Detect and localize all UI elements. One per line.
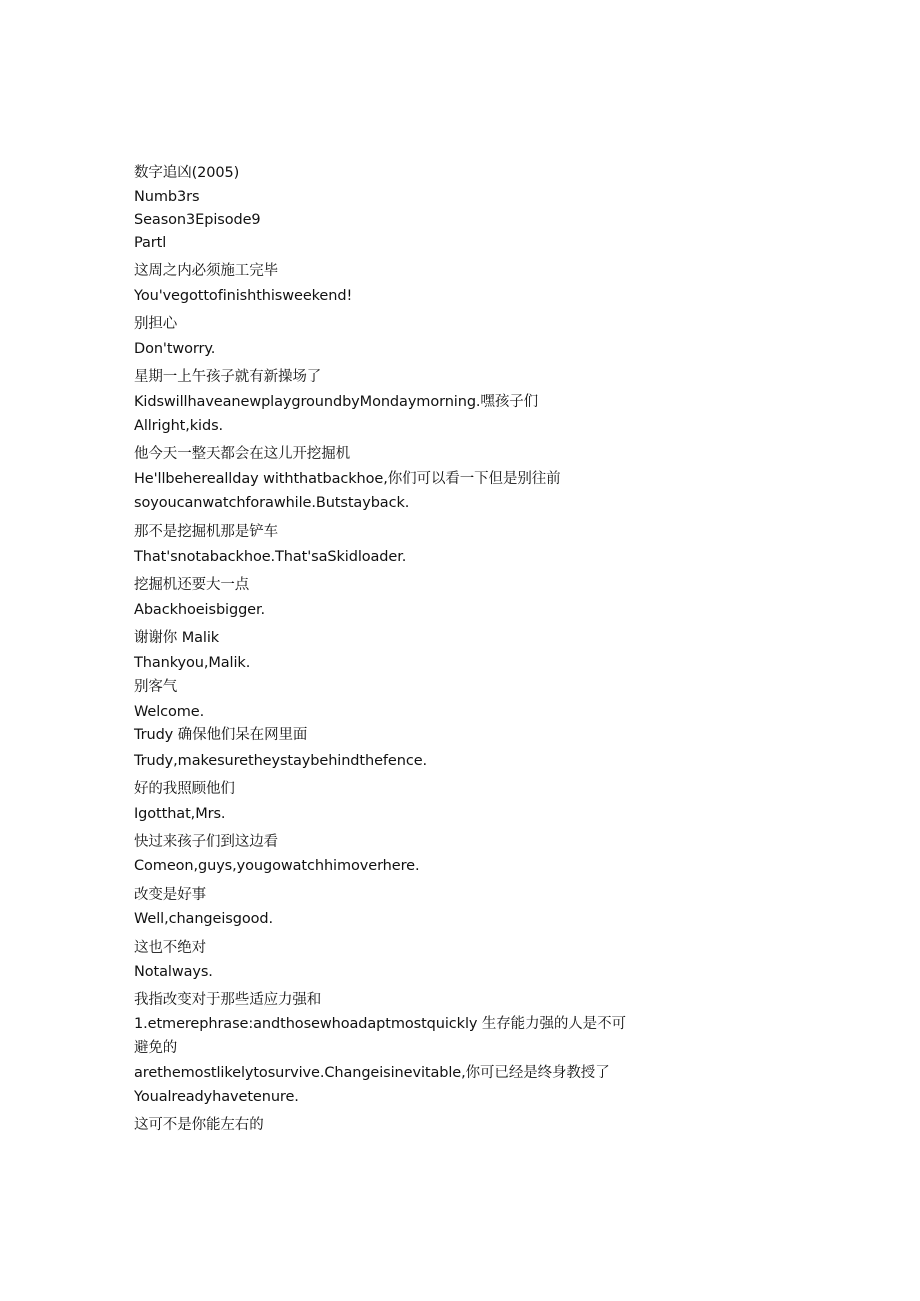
transcript-line: 这可不是你能左右的 — [134, 1117, 264, 1133]
transcript-line: Thankyou,Malik. — [134, 655, 251, 671]
transcript-line: That'snotabackhoe.That'saSkidloader. — [134, 549, 407, 565]
transcript-line: Igotthat,Mrs. — [134, 806, 226, 822]
transcript-line: soyoucanwatchforawhile.Butstayback. — [134, 495, 410, 511]
transcript-line: KidswillhaveanewplaygroundbyMondaymorning.嘿孩子们 — [134, 394, 539, 410]
transcript-line: Abackhoeisbigger. — [134, 602, 266, 618]
transcript-line: 我指改变对于那些适应力强和 — [134, 992, 322, 1008]
transcript-line: He'llbehereallday withthatbackhoe,你们可以看一下但是别往前 — [134, 471, 561, 487]
transcript-line: Well,changeisgood. — [134, 911, 273, 927]
transcript-line: 改变是好事 — [134, 887, 206, 903]
transcript-line: You'vegottofinishthisweekend! — [134, 288, 353, 304]
transcript-line: 数字追凶(2005) — [134, 165, 240, 181]
transcript-line: Comeon,guys,yougowatchhimoverhere. — [134, 858, 420, 874]
transcript-line: Notalways. — [134, 964, 213, 980]
transcript-line: 挖掘机还要大一点 — [134, 577, 250, 593]
transcript-line: 别客气 — [134, 679, 178, 695]
transcript-line: 好的我照顾他们 — [134, 781, 235, 797]
transcript-line: 避免的 — [134, 1040, 178, 1056]
transcript-line: Youalreadyhavetenure. — [134, 1089, 299, 1105]
transcript-line: 那不是挖掘机那是铲车 — [134, 524, 278, 540]
transcript-line: Allright,kids. — [134, 418, 224, 434]
transcript-line: 这也不绝对 — [134, 940, 206, 956]
transcript-line: 1.etmerephrase:andthosewhoadaptmostquickly 生存能力强的人是不可 — [134, 1016, 626, 1032]
transcript-line: 他今天一整天都会在这儿开挖掘机 — [134, 446, 350, 462]
transcript-line: Don'tworry. — [134, 341, 216, 357]
transcript-line: 星期一上午孩子就有新操场了 — [134, 369, 322, 385]
transcript-line: Trudy 确保他们呆在网里面 — [134, 727, 308, 743]
transcript-line: 别担心 — [134, 316, 178, 332]
transcript-line: Season3Episode9 — [134, 212, 261, 228]
transcript-line: 谢谢你 Malik — [134, 630, 220, 646]
transcript-line: Welcome. — [134, 704, 205, 720]
transcript-line: 这周之内必须施工完毕 — [134, 263, 278, 279]
transcript-line: Numb3rs — [134, 189, 200, 205]
transcript-line: 快过来孩子们到这边看 — [134, 834, 278, 850]
transcript-line: Partl — [134, 235, 167, 251]
transcript-line: Trudy,makesuretheystaybehindthefence. — [134, 753, 428, 769]
transcript-line: arethemostlikelytosurvive.Changeisinevitable,你可已经是终身教授了 — [134, 1065, 610, 1081]
